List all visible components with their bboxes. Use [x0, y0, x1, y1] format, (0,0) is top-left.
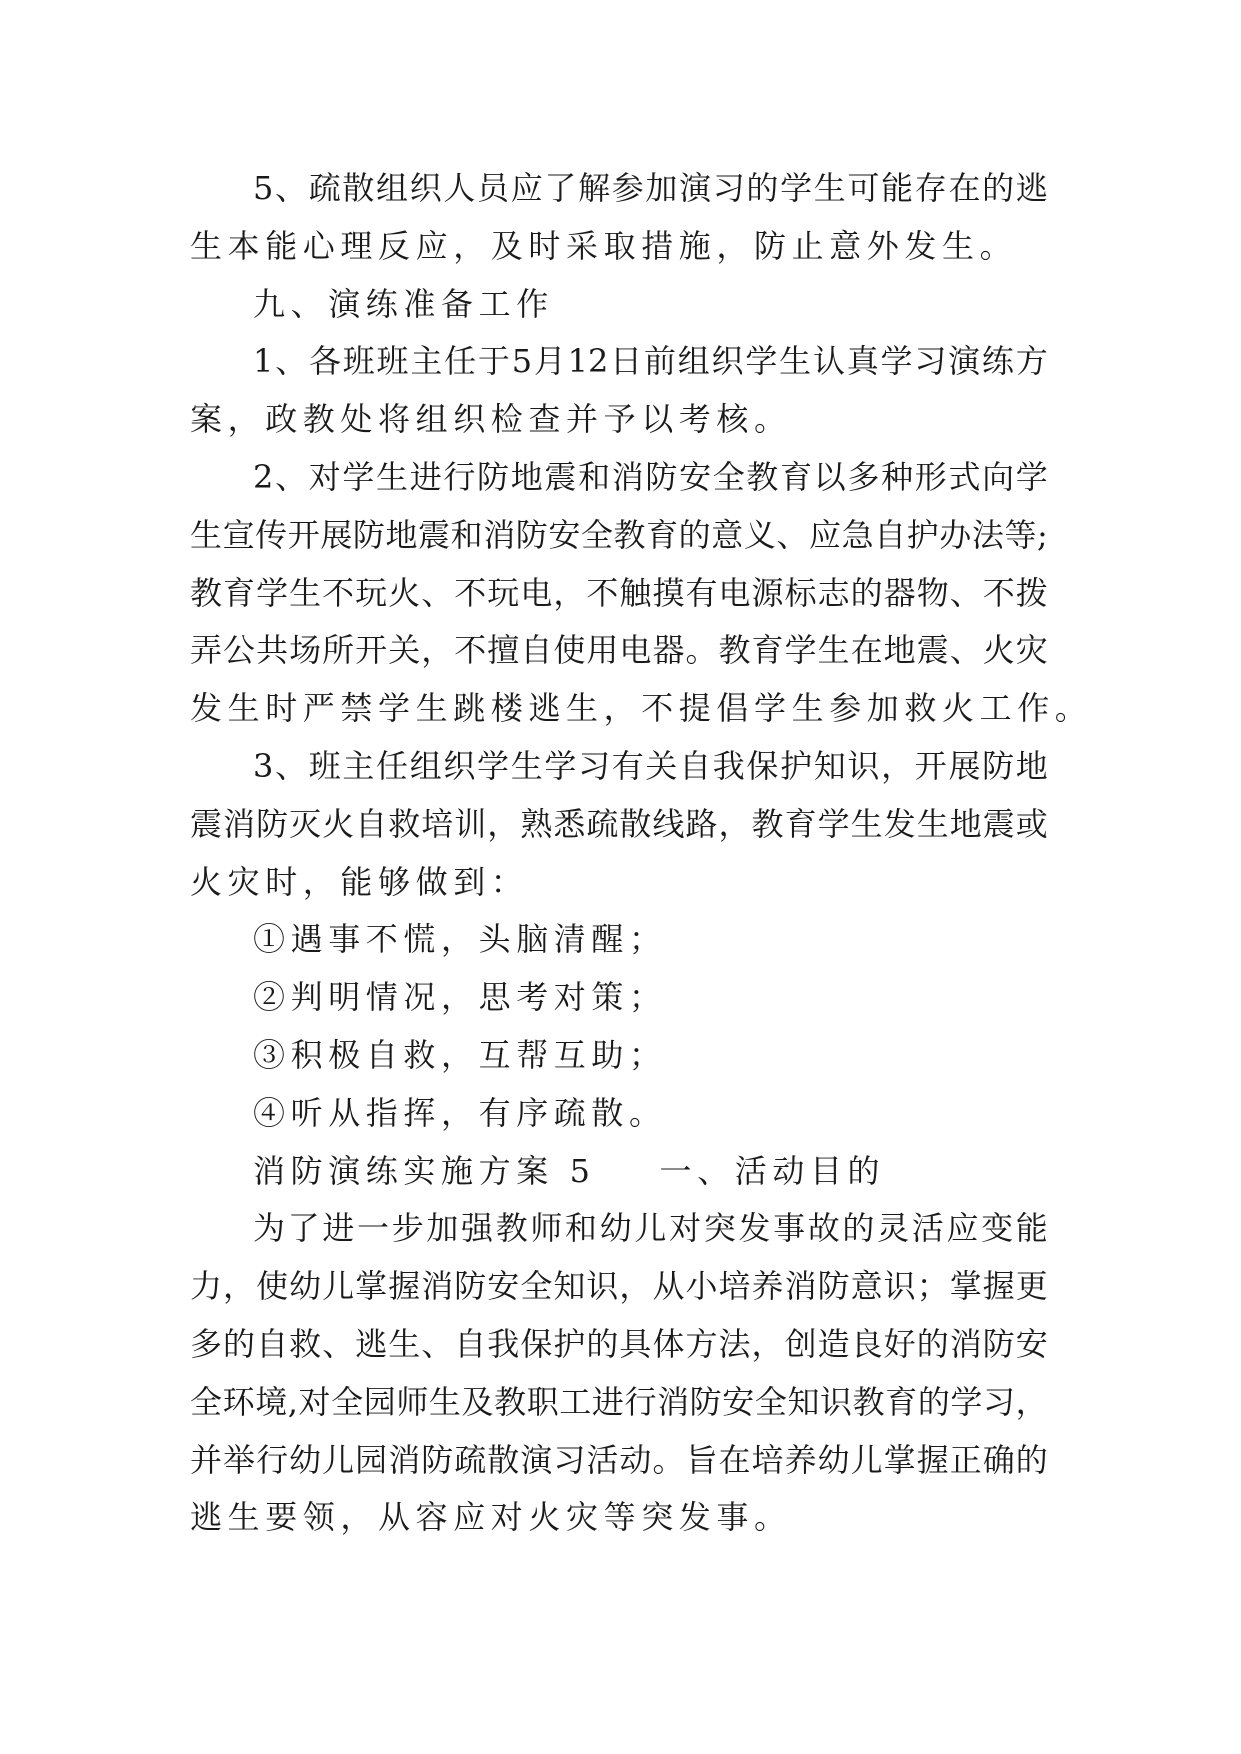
paragraph-line: 为 了 进 一 步 加 强 教 师 和 幼 儿 对 突 发 事 故 的 灵 活 应 变 能: [253, 1209, 1048, 1248]
paragraph-line: 生 宣 传 开 展 防 地 震 和 消 防 安 全 教 育 的 意 义 、 应 急 自 护 办 法 等 ;: [190, 515, 1048, 554]
section-heading: 九、演练准备工作: [253, 284, 554, 323]
paragraph-line: 逃生要领，从容应对火灾等突发事。: [190, 1498, 792, 1537]
paragraph-line: 5 、 疏 散 组 织 人 员 应 了 解 参 加 演 习 的 学 生 可 能 存 在 的 逃: [253, 169, 1048, 207]
paragraph-line: 2 、 对 学 生 进 行 防 地 震 和 消 防 安 全 教 育 以 多 种 形 式 向 学: [253, 457, 1048, 496]
paragraph-line: 案，政教处将组织检查并予以考核。: [190, 400, 792, 439]
paragraph-line: 震 消 防 灭 火 自 救 培 训 ， 熟 悉 疏 散 线 路 ， 教 育 学 生 发 生 地 震 或: [190, 804, 1048, 843]
paragraph-line: 并 举 行 幼 儿 园 消 防 疏 散 演 习 活 动 。 旨 在 培 养 幼 儿 掌 握 正 确 的: [190, 1440, 1048, 1479]
list-item: ③积极自救，互帮互助；: [253, 1035, 667, 1074]
document-body: [190, 160, 1093, 1547]
paragraph-line: 全 环 境 , 对 全 园 师 生 及 教 职 工 进 行 消 防 安 全 知 识 教 育 的 学 习 ，: [190, 1382, 1048, 1421]
paragraph-line: 力 ， 使 幼 儿 掌 握 消 防 安 全 知 识 ， 从 小 培 养 消 防 意 识 ； 掌 握 更: [190, 1267, 1048, 1306]
paragraph-line: 生本能心理反应，及时采取措施，防止意外发生。: [190, 226, 1018, 265]
plan-heading-row: [190, 1143, 1048, 1201]
list-item: ④听从指挥，有序疏散。: [253, 1093, 667, 1132]
paragraph-line: 弄 公 共 场 所 开 关 ， 不 擅 自 使 用 电 器 。 教 育 学 生 在 地 震 、 火 灾: [190, 631, 1048, 670]
paragraph-line: 3 、 班 主 任 组 织 学 生 学 习 有 关 自 我 保 护 知 识 ， 开 展 防 地: [253, 746, 1048, 785]
paragraph-line: 多 的 自 救 、 逃 生 、 自 我 保 护 的 具 体 方 法 ， 创 造 良 好 的 消 防 安: [190, 1324, 1048, 1363]
paragraph-line: 火灾时，能够做到：: [190, 862, 529, 901]
paragraph-line: 1 、 各 班 班 主 任 于 5 月 12 日 前 组 织 学 生 认 真 学 习 演 练 方: [253, 342, 1048, 381]
paragraph-line: 发生时严禁学生跳楼逃生，不提倡学生参加救火工作。: [190, 689, 1093, 728]
plan-title: 消防演练实施方案 5: [253, 1151, 596, 1190]
section-heading: 一、活动目的: [659, 1151, 886, 1190]
paragraph-line: 教 育 学 生 不 玩 火 、 不 玩 电 ， 不 触 摸 有 电 源 标 志 的 器 物 、 不 拨: [190, 573, 1048, 612]
list-item: ②判明情况，思考对策；: [253, 978, 667, 1017]
list-item: ①遇事不慌，头脑清醒；: [253, 920, 667, 959]
